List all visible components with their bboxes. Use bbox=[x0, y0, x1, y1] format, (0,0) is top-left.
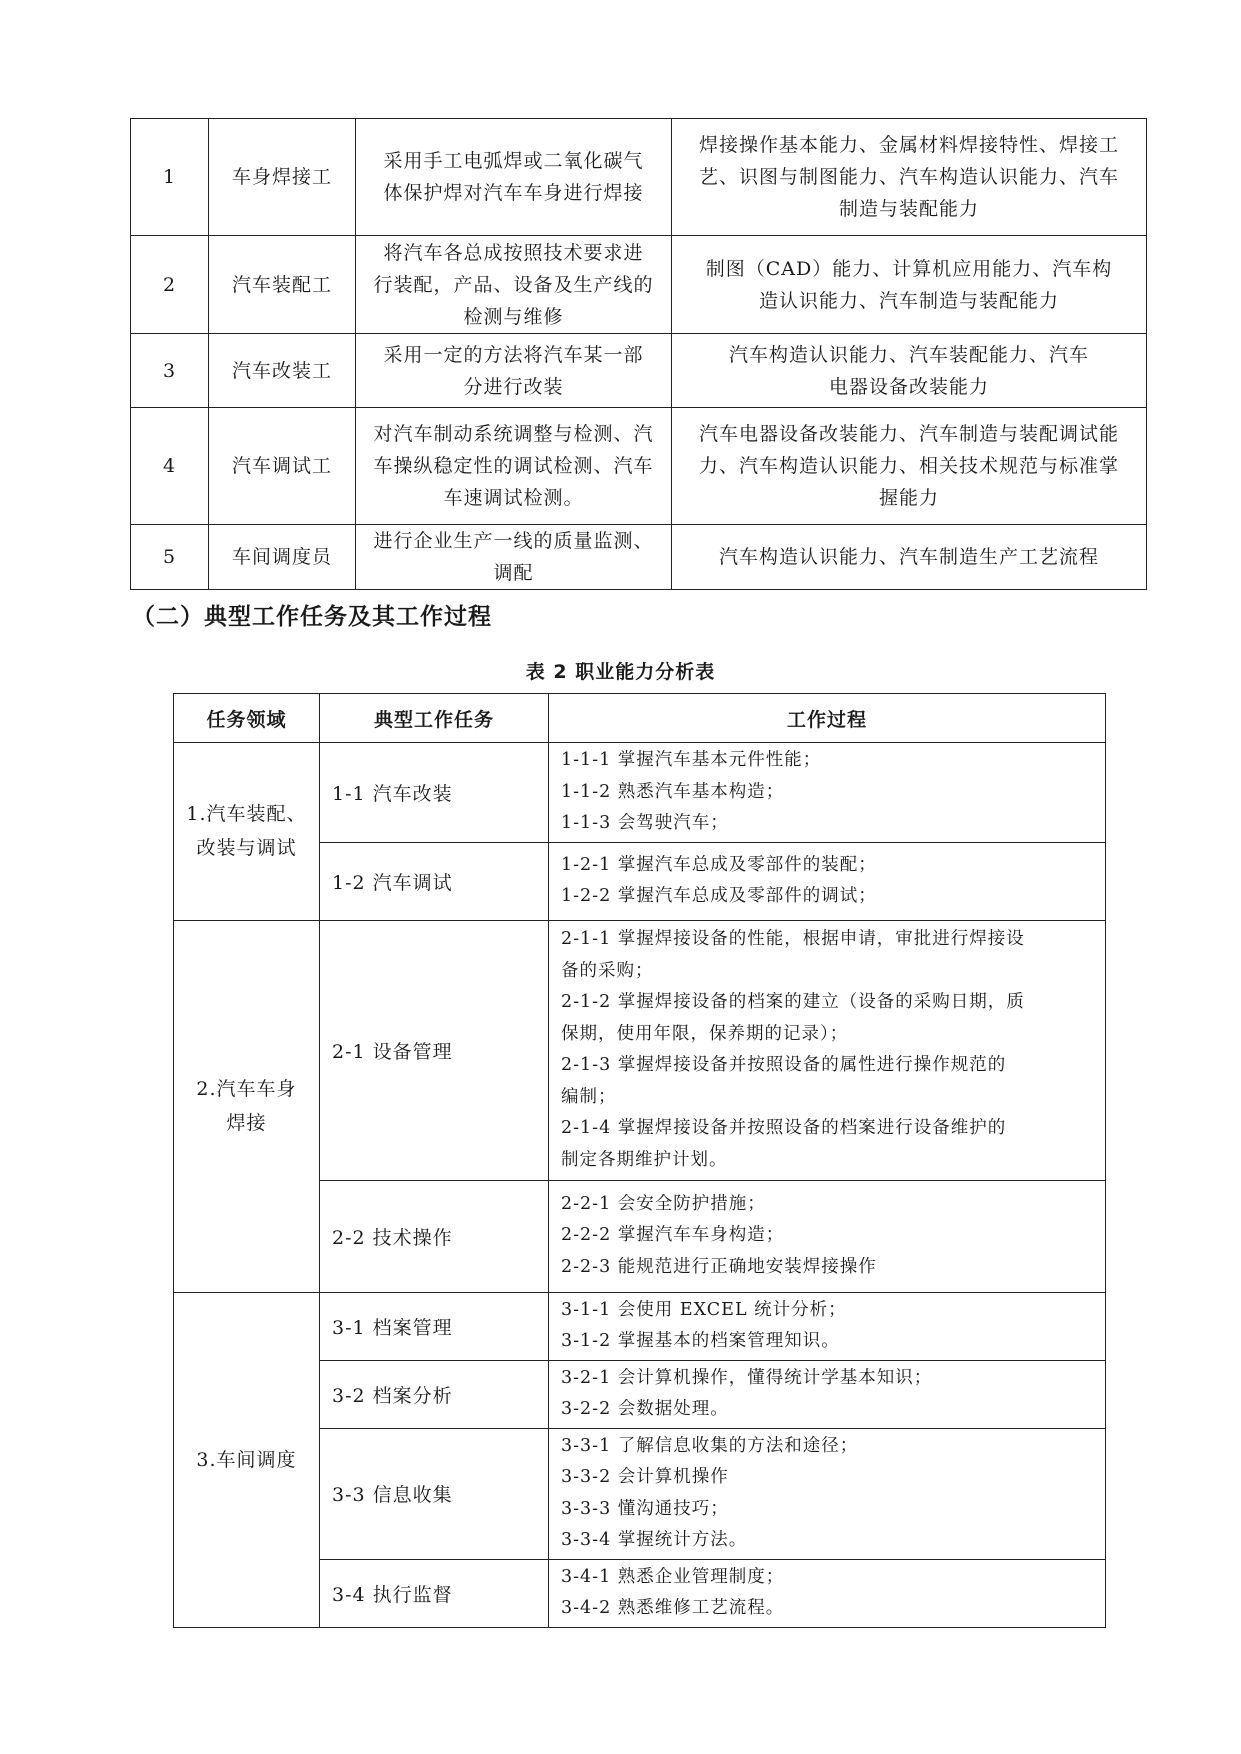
text-line: 采用手工电弧焊或二氧化碳气 bbox=[383, 150, 644, 172]
table-row bbox=[131, 236, 1147, 334]
text-line: 2-2-3 能规范进行正确地安装焊接操作 bbox=[561, 1256, 877, 1277]
job-description bbox=[356, 119, 672, 236]
table-row bbox=[174, 743, 1106, 843]
text-line: 行装配，产品、设备及生产线的 bbox=[373, 273, 654, 296]
text-line: 2-1-4 掌握焊接设备并按照设备的档案进行设备维护的 bbox=[561, 1118, 1007, 1138]
job-title: 汽车装配工 bbox=[209, 236, 356, 334]
ability-requirement bbox=[672, 334, 1147, 408]
text-line: 3-4-1 熟悉企业管理制度； bbox=[561, 1566, 785, 1587]
task-domain bbox=[174, 743, 320, 921]
text-line: 造认识能力、汽车制造与装配能力 bbox=[758, 289, 1059, 312]
text-line: 1-1-3 会驾驶汽车； bbox=[561, 813, 729, 833]
text-line: 调配 bbox=[493, 562, 534, 584]
row-number: 1 bbox=[131, 119, 209, 236]
text-line: 汽车电器设备改装能力、汽车制造与装配调试能 bbox=[698, 423, 1119, 445]
ability-requirement bbox=[672, 525, 1147, 590]
text-line: 艺、识图与制图能力、汽车构造认识能力、汽车 bbox=[698, 166, 1119, 188]
table-row bbox=[131, 119, 1147, 236]
ability-requirement bbox=[672, 119, 1147, 236]
table-row bbox=[131, 408, 1147, 525]
text-line: 3.车间调度 bbox=[196, 1448, 297, 1471]
column-header: 任务领域 bbox=[174, 694, 320, 743]
text-line: 1-1-2 熟悉汽车基本构造； bbox=[561, 781, 785, 802]
text-line: 体保护焊对汽车车身进行焊接 bbox=[383, 182, 644, 204]
text-line: 电器设备改装能力 bbox=[828, 375, 989, 398]
text-line: 2-2-1 会安全防护措施； bbox=[561, 1193, 766, 1214]
work-process bbox=[549, 1292, 1106, 1360]
text-line: 采用一定的方法将汽车某一部 bbox=[383, 343, 644, 366]
task-domain bbox=[174, 1292, 320, 1627]
typical-task: 3-2 档案分析 bbox=[320, 1360, 549, 1428]
text-line: 3-3-1 了解信息收集的方法和途径； bbox=[561, 1435, 859, 1456]
work-process bbox=[549, 920, 1106, 1180]
ability-requirement bbox=[672, 408, 1147, 525]
text-line: 1.汽车装配、 bbox=[186, 803, 307, 826]
competency-analysis-table bbox=[173, 693, 1106, 1628]
job-description bbox=[356, 236, 672, 334]
text-line: 力、汽车构造认识能力、相关技术规范与标准掌 bbox=[698, 455, 1119, 477]
job-title: 汽车调试工 bbox=[209, 408, 356, 525]
job-description bbox=[356, 334, 672, 408]
text-line: 对汽车制动系统调整与检测、汽 bbox=[373, 423, 654, 445]
text-line: 将汽车各总成按照技术要求进 bbox=[383, 241, 644, 264]
job-analysis-table bbox=[130, 118, 1147, 590]
text-line: 车速调试检测。 bbox=[443, 487, 584, 509]
text-line: 汽车构造认识能力、汽车装配能力、汽车 bbox=[728, 343, 1089, 366]
ability-requirement bbox=[672, 236, 1147, 334]
table-caption: 表 2 职业能力分析表 bbox=[525, 661, 716, 683]
text-line: 1-2-2 掌握汽车总成及零部件的调试； bbox=[561, 886, 877, 906]
text-line: 2.汽车车身 bbox=[196, 1078, 297, 1100]
table-row bbox=[174, 1292, 1106, 1360]
table-row bbox=[131, 334, 1147, 408]
text-line: 3-3-4 掌握统计方法。 bbox=[561, 1530, 748, 1550]
text-line: 分进行改装 bbox=[463, 375, 564, 398]
job-title: 车身焊接工 bbox=[209, 119, 356, 236]
text-line: 备的采购； bbox=[561, 960, 654, 981]
text-line: 2-1-2 掌握焊接设备的档案的建立（设备的采购日期，质 bbox=[561, 992, 1025, 1012]
column-header: 工作过程 bbox=[549, 694, 1106, 743]
table-row bbox=[131, 525, 1147, 590]
typical-task: 1-1 汽车改装 bbox=[320, 743, 549, 843]
typical-task: 3-3 信息收集 bbox=[320, 1428, 549, 1559]
table-row bbox=[174, 920, 1106, 1180]
text-line: 3-4-2 熟悉维修工艺流程。 bbox=[561, 1598, 785, 1618]
typical-task: 3-1 档案管理 bbox=[320, 1292, 549, 1360]
text-line: 制造与装配能力 bbox=[838, 198, 979, 220]
row-number: 3 bbox=[131, 334, 209, 408]
column-header: 典型工作任务 bbox=[320, 694, 549, 743]
text-line: 焊接操作基本能力、金属材料焊接特性、焊接工 bbox=[698, 134, 1119, 156]
row-number: 5 bbox=[131, 525, 209, 590]
typical-task: 3-4 执行监督 bbox=[320, 1559, 549, 1627]
job-title: 汽车改装工 bbox=[209, 334, 356, 408]
row-number: 4 bbox=[131, 408, 209, 525]
text-line: 3-3-2 会计算机操作 bbox=[561, 1467, 729, 1487]
work-process bbox=[549, 1428, 1106, 1559]
text-line: 2-1-3 掌握焊接设备并按照设备的属性进行操作规范的 bbox=[561, 1055, 1007, 1075]
job-title: 车间调度员 bbox=[209, 525, 356, 590]
text-line: 2-2-2 掌握汽车车身构造； bbox=[561, 1225, 785, 1246]
job-description bbox=[356, 525, 672, 590]
text-line: 握能力 bbox=[878, 487, 939, 509]
work-process bbox=[549, 1360, 1106, 1428]
text-line: 检测与维修 bbox=[463, 305, 564, 328]
typical-task: 1-2 汽车调试 bbox=[320, 842, 549, 920]
text-line: 保期，使用年限，保养期的记录）； bbox=[561, 1023, 849, 1044]
text-line: 制图（CAD）能力、计算机应用能力、汽车构 bbox=[705, 257, 1113, 280]
section-heading: （二）典型工作任务及其工作过程 bbox=[132, 604, 492, 630]
text-line: 2-1-1 掌握焊接设备的性能，根据申请，审批进行焊接设 bbox=[561, 929, 1025, 949]
work-process bbox=[549, 1559, 1106, 1627]
text-line: 制定各期维护计划。 bbox=[561, 1149, 728, 1170]
text-line: 3-2-1 会计算机操作，懂得统计学基本知识； bbox=[561, 1367, 933, 1388]
typical-task: 2-2 技术操作 bbox=[320, 1180, 549, 1292]
text-line: 车操纵稳定性的调试检测、汽车 bbox=[373, 455, 654, 477]
text-line: 3-1-2 掌握基本的档案管理知识。 bbox=[561, 1331, 840, 1351]
work-process bbox=[549, 743, 1106, 843]
text-line: 汽车构造认识能力、汽车制造生产工艺流程 bbox=[718, 546, 1099, 568]
table-header-row bbox=[174, 694, 1106, 743]
text-line: 进行企业生产一线的质量监测、 bbox=[373, 530, 654, 552]
task-domain bbox=[174, 920, 320, 1292]
text-line: 改装与调试 bbox=[196, 837, 297, 860]
typical-task: 2-1 设备管理 bbox=[320, 920, 549, 1180]
row-number: 2 bbox=[131, 236, 209, 334]
text-line: 3-3-3 懂沟通技巧； bbox=[561, 1498, 729, 1519]
text-line: 编制； bbox=[561, 1086, 617, 1107]
work-process bbox=[549, 842, 1106, 920]
text-line: 3-1-1 会使用 EXCEL 统计分析； bbox=[561, 1299, 847, 1320]
text-line: 1-2-1 掌握汽车总成及零部件的装配； bbox=[561, 854, 877, 875]
work-process bbox=[549, 1180, 1106, 1292]
text-line: 焊接 bbox=[226, 1112, 267, 1134]
text-line: 1-1-1 掌握汽车基本元件性能； bbox=[561, 750, 822, 770]
text-line: 3-2-2 会数据处理。 bbox=[561, 1399, 729, 1419]
job-description bbox=[356, 408, 672, 525]
